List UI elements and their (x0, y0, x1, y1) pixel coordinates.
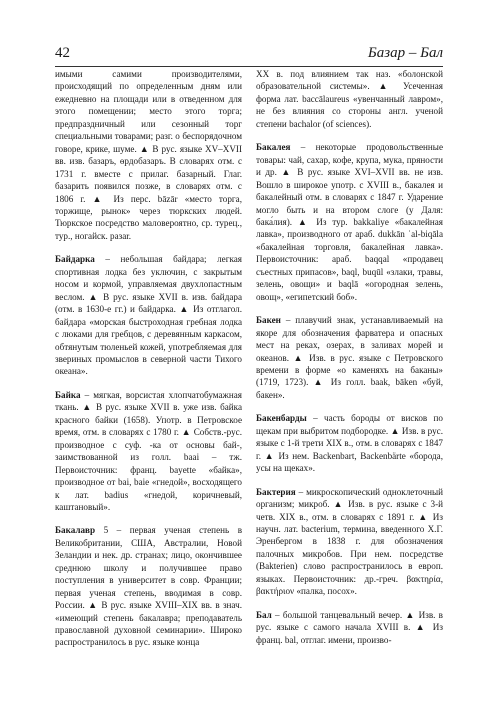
entry-headword: Бакалавр (55, 525, 96, 536)
page-number: 42 (55, 45, 70, 61)
entry-headword: Бакалея (256, 142, 291, 153)
entry-body: XX в. под влиянием так наз. «болонской образовательной системы». ▲ Усеченная форма лат. baccālaureus «увенчанный лавром», не без влияния со стороны англ. ученой степени bachalor (of sciences). (256, 69, 443, 129)
left-column (55, 68, 242, 695)
entry-baken (256, 314, 443, 401)
entry-baidarka (55, 253, 242, 378)
entry-continued (256, 68, 443, 130)
entry-headword: Байка (55, 389, 81, 400)
entry-body: – небольшая байдара; легкая спортивная лодка без уключин, с закрытым носом и кормой, управляемая двухлопастным веслом. ▲ В рус. языке XVII в. изв. байдара (отм. в 1630-е гг.) и байдарка. ▲ Из отглагол. байдара «морская быстроходная гребная лодка с люками для гребцов, с деревянным каркасом, обтянутым тюленьей кожей, употребляемая для звериных промыслов в северной части Тихого океана». (55, 254, 242, 377)
entry-headword: Бакен (256, 315, 281, 326)
entry-body: – некоторые продовольственные товары: чай, сахар, кофе, крупа, мука, пряности и др. ▲ В рус. языке XVI–XVII вв. не изв. Вошло в широкое употр. с XVIII в., бакалея и бакалейный отм. в словарях с 1847 г. Ударение могло быть и на втором слоге (у Даля: бака́лия). ▲ Из тур. bakkaliye «бакалейная лавка», производного от араб. dukkān ʾal-biqāla «бакалейная торговля, бакалейная лавка». Первоисточник: араб. baqqal «продавец съестных припасов», baql, buqūl «злаки, травы, зелень, овощи» и baqlā «огородная зелень, овощ», «египетский боб». (256, 142, 443, 302)
running-title: Базар – Бал (367, 45, 443, 61)
entry-headword: Бактерия (256, 486, 296, 497)
entry-body: – большой танцевальный вечер. ▲ Изв. в рус. языке с самого начала XVIII в. ▲ Из франц. bal, отглаг. имени, произво- (256, 609, 443, 645)
entry-body: – часть бороды от висков по щекам при выбритом подбородке. ▲ Изв. в рус. языке с 1-й трети XIX в., отм. в словарях с 1847 г. ▲ Из нем. Backenbart, Backenbärte «борода, усы на щеках». (256, 413, 443, 474)
entry-bakalavr (55, 524, 242, 649)
entry-body: – мягкая, ворсистая хлопчатобумажная ткань. ▲ В рус. языке XVII в. уже изв. байка красного байки (1658). Употр. в Петровское время, отм. в словарях с 1780 г. ▲ Собств.-рус. производное с суф. -ка от основы бай-, заимствованной из голл. baai – тж. Первоисточник: франц. bayette «байка», производное от bai, baie «гнедой», восходящего к лат. badius «гнедой, коричневый, каштановый». (55, 389, 242, 512)
entry-baika (55, 389, 242, 514)
entry-bal (256, 609, 443, 646)
page-header (55, 36, 443, 67)
entry-bakenbardy (256, 412, 443, 474)
right-column (256, 68, 443, 695)
entry-body: 5 – первая ученая степень в Великобритании, США, Австралии, Новой Зеландии и нек. др. странах; лицо, окончившее среднюю школу и получившее право поступления в университет в совр. Франции; первая ученая степень, вводимая в совр. России. ▲ В рус. языке XVIII–XIX вв. в знач. «имеющий степень бакалавра; преподаватель православной духовной семинарии». Широко распространилось в рус. языке конца (55, 525, 242, 648)
entry-body: имыми самими производителями, происходящий по определенным дням или ежедневно на площади или в отведенном для этого помещении; место этого торга; предпраздничный или сезонный торг специальными товарами; разг. о беспорядочном говоре, крике, шуме. ▲ В рус. языке XV–XVII вв. изв. базаръ, ѳрдобазаръ. В словарях отм. с 1731 г. вместе с прилаг. базарный. Глаг. базарить появился позже, в словарях отм. с 1806 г. ▲ Из перс. bāzār «место торга, торжище, рынок» через тюркских людей. Тюркское посредство маловероятно, ср. турец., тур., ногайск. pазаr. (55, 69, 242, 241)
entry-bakteriya (256, 486, 443, 598)
entry-body: – микроскопический одноклеточный организм; микроб. ▲ Изв. в рус. языке с 3-й четв. XIX в., отм. в словарях с 1891 г. ▲ Из научн. лат. bacterium, термина, введенного Х.Г. Эренбергом в 1838 г. для обозначения палочных микробов. При нем. посредстве (Bakterien) слово распространилось в европ. языках. Первоисточник: др.-греч. βακτηρία, βακτήριον «палка, посох». (256, 486, 443, 597)
entry-headword: Байдарка (55, 254, 95, 265)
entry-headword: Бакенбарды (256, 413, 307, 424)
entry-headword: Бал (256, 609, 272, 620)
entry-body: – плавучий знак, устанавливаемый на якоре для обозначения фарватера и опасных мест на реках, озерах, в заливах морей и океанов. ▲ Изв. в рус. языке с Петровского времени в форме «о каменяхъ на баканы» (1719, 1723). ▲ Из голл. baak, bāken «буй, бакен». (256, 315, 443, 400)
entry-bakaleya (256, 141, 443, 303)
entry-continued (55, 68, 242, 242)
text-columns (55, 68, 443, 695)
